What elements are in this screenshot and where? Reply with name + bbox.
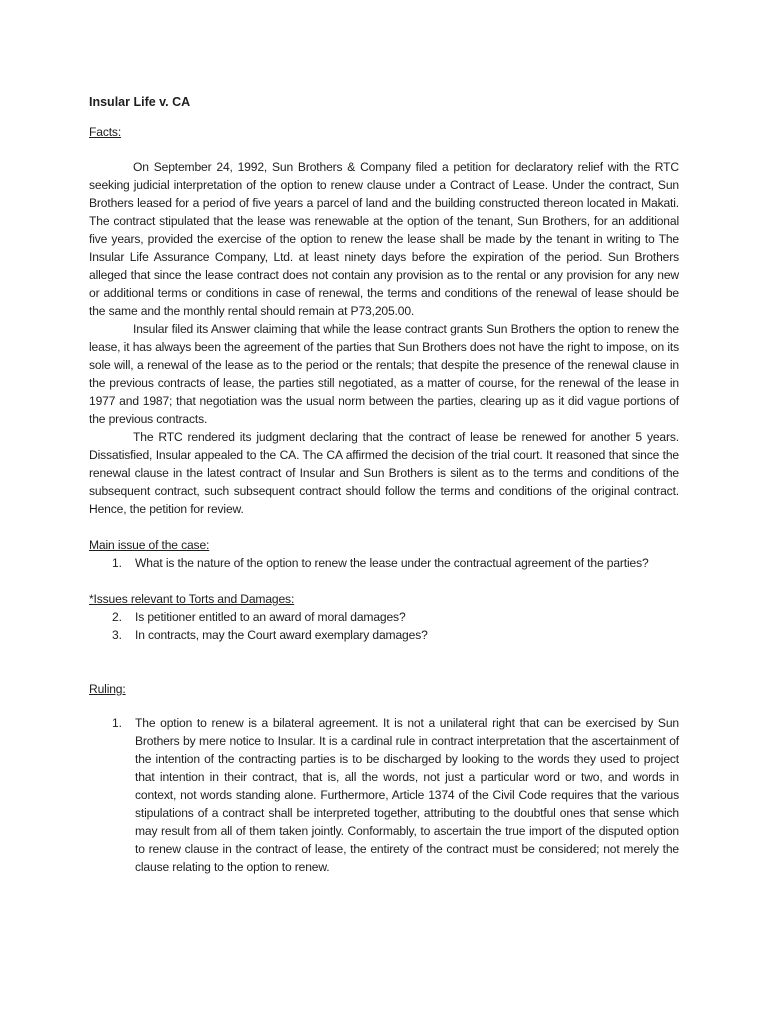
spacer	[89, 644, 679, 680]
ruling-text: The option to renew is a bilateral agreement. It is not a unilateral right that can be exercised by Sun Brothers by mere notice to Insular. It is a cardinal rule in contract interpretation that the ascertainment of the intention of the contracting parties is to be discharged by looking to the words they used to project that intention in their contract, that is, all the words, not just a particular word or two, and words in context, not words standing alone. Furthermore, Article 1374 of the Civil Code requires that the various stipulations of a contract shall be interpreted together, attributing to the doubtful ones that sense which may result from all of them taken jointly. Conformably, to ascertain the true import of the disputed option to renew clause in the contract of lease, the entirety of the contract must be considered; not merely the clause relating to the option to renew.	[135, 716, 679, 874]
list-number: 1.	[112, 716, 122, 730]
list-number: 2.	[112, 610, 122, 624]
list-item-text: In contracts, may the Court award exemplary damages?	[135, 628, 428, 642]
list-item	[89, 626, 679, 644]
list-item-text: What is the nature of the option to renew the lease under the contractual agreement of the parties?	[135, 556, 649, 570]
facts-heading: Facts:	[89, 125, 122, 139]
facts-paragraph-2: Insular filed its Answer claiming that while the lease contract grants Sun Brothers the option to renew the lease, it has always been the agreement of the parties that Sun Brothers does not have the right to impose, on its sole will, a renewal of the lease as to the period or the rentals; that despite the presence of the renewal clause in the previous contracts of lease, the parties still negotiated, as a matter of course, for the renewal of the lease in 1977 and 1987; that negotiation was the usual norm between the parties, clearing up as it did vague portions of the previous contracts.	[89, 322, 679, 426]
spacer	[89, 698, 679, 714]
document-page	[89, 93, 679, 876]
list-number: 3.	[112, 628, 122, 642]
list-item	[89, 554, 679, 572]
main-issue-heading: Main issue of the case:	[89, 538, 210, 552]
torts-issues-heading: *Issues relevant to Torts and Damages:	[89, 592, 295, 606]
spacer	[89, 572, 679, 590]
list-number: 1.	[112, 556, 122, 570]
ruling-list	[89, 714, 679, 876]
facts-paragraph-3: The RTC rendered its judgment declaring that the contract of lease be renewed for another 5 years. Dissatisfied, Insular appealed to the CA. The CA affirmed the decision of the trial court. It reasoned that since the renewal clause in the latest contract of Insular and Sun Brothers is silent as to the terms and conditions of the subsequent contract, such subsequent contract should follow the terms and conditions of the original contract. Hence, the petition for review.	[89, 430, 679, 516]
list-item	[89, 608, 679, 626]
torts-issues-list	[89, 608, 679, 644]
ruling-heading: Ruling:	[89, 682, 126, 696]
spacer	[89, 518, 679, 536]
document-title: Insular Life v. CA	[89, 95, 191, 109]
list-item	[89, 714, 679, 876]
spacer	[89, 141, 679, 158]
list-item-text: Is petitioner entitled to an award of moral damages?	[135, 610, 406, 624]
main-issue-list	[89, 554, 679, 572]
facts-paragraph-1: On September 24, 1992, Sun Brothers & Company filed a petition for declaratory relief with the RTC seeking judicial interpretation of the option to renew clause under a Contract of Lease. Under the contract, Sun Brothers leased for a period of five years a parcel of land and the building constructed thereon located in Makati. The contract stipulated that the lease was renewable at the option of the tenant, Sun Brothers, for an additional five years, provided the exercise of the option to renew the lease shall be made by the tenant in writing to The Insular Life Assurance Company, Ltd. at least ninety days before the expiration of the period. Sun Brothers alleged that since the lease contract does not contain any provision as to the rental or any provision for any new or additional terms or conditions in case of renewal, the terms and conditions of the renewal of lease should be the same and the monthly rental should remain at P73,205.00.	[89, 160, 679, 318]
